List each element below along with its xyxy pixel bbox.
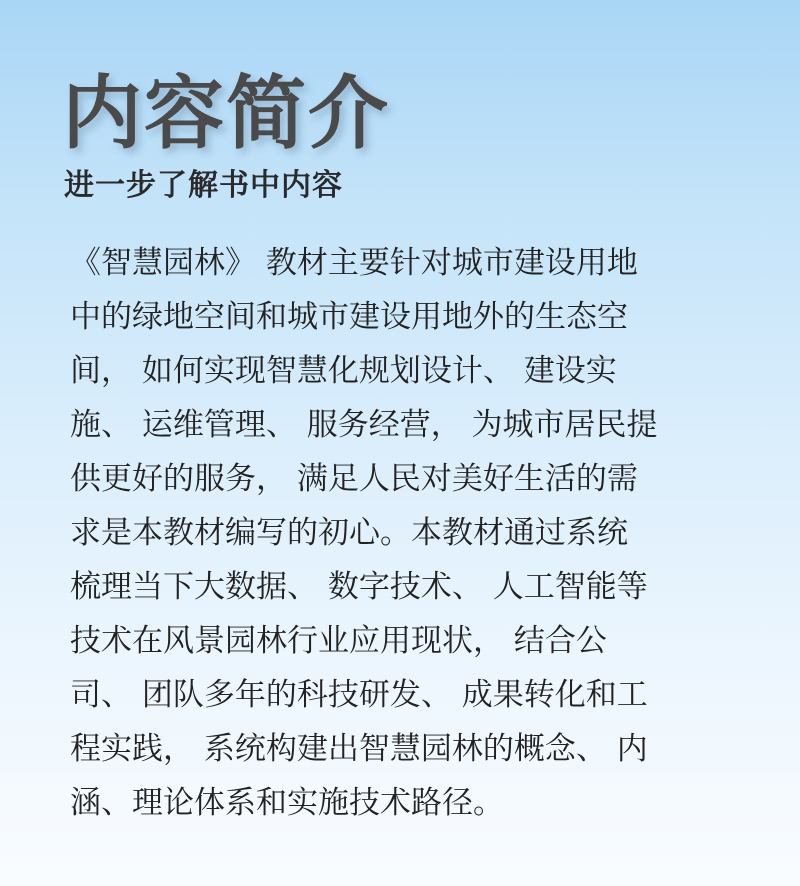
paragraph-line: 《智慧园林》 教材主要针对城市建设用地 [70, 245, 638, 281]
intro-paragraph [70, 236, 658, 830]
paragraph-line: 涵、理论体系和实施技术路径。 [70, 785, 504, 821]
paragraph-line: 技术在风景园林行业应用现状， 结合公 [70, 623, 607, 659]
paragraph-line: 程实践， 系统构建出智慧园林的概念、 内 [70, 731, 648, 767]
paragraph-line: 求是本教材编写的初心。本教材通过系统 [70, 515, 628, 551]
page-subtitle: 进一步了解书中内容 [64, 168, 343, 203]
paragraph-line: 司、 团队多年的科技研发、 成果转化和工 [70, 677, 648, 713]
page-title: 内容简介 [62, 67, 390, 160]
paragraph-line: 间， 如何实现智慧化规划设计、 建设实 [70, 353, 617, 389]
paragraph-line: 中的绿地空间和城市建设用地外的生态空 [70, 299, 628, 335]
paragraph-line: 施、 运维管理、 服务经营， 为城市居民提 [70, 407, 658, 443]
paragraph-line: 梳理当下大数据、 数字技术、 人工智能等 [70, 569, 648, 605]
paragraph-line: 供更好的服务， 满足人民对美好生活的需 [70, 461, 638, 497]
